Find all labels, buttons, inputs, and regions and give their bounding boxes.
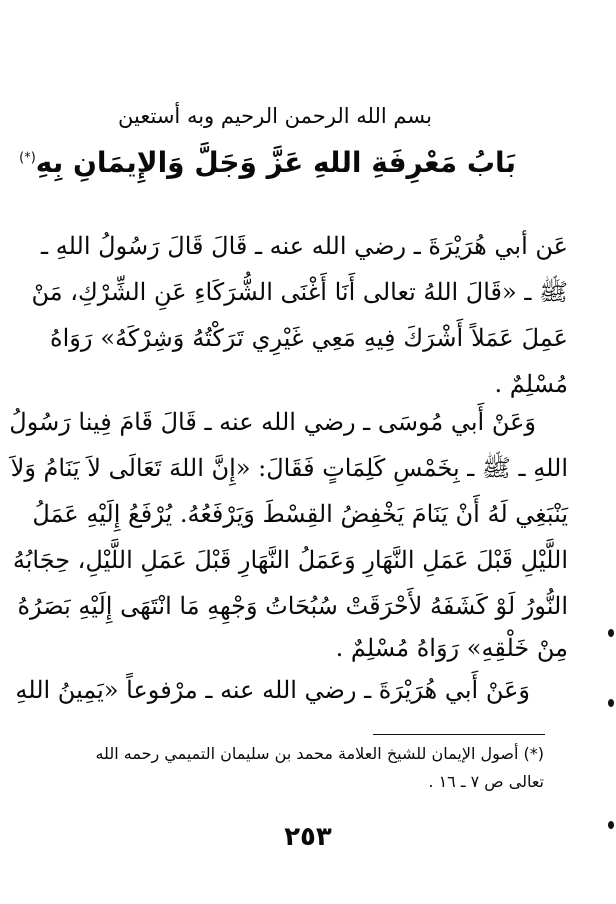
scan-speck-icon	[608, 821, 614, 829]
chapter-title	[19, 146, 516, 179]
text-line-7: يَنْبَغِي لَهُ أَنْ يَنَامَ يَخْفِضُ القِسْطَ وَيَرْفَعُهُ. يُرْفَعُ إِلَيْهِ عَمَلُ	[32, 500, 568, 528]
footnote-divider	[373, 734, 545, 735]
text-line-5: وَعَنْ أَبي مُوسَى ـ رضي الله عنه ـ قَالَ قَامَ فِينا رَسُولُ	[9, 408, 536, 436]
footnote-line-2: تعالى ص ٧ ـ ١٦ .	[428, 772, 544, 791]
text-line-11: وَعَنْ أَبي هُرَيْرَةَ ـ رضي الله عنه ـ مرْفوعاً «يَمِينُ اللهِ	[15, 676, 530, 704]
chapter-footnote-marker: (*)	[19, 150, 36, 166]
text-line-6: اللهِ ـ ﷺ ـ بِخَمْسِ كَلِمَاتٍ فَقَالَ: «إِنَّ اللهَ تَعَالَى لاَ يَنَامُ وَلاَ	[10, 454, 568, 482]
text-line-9: النُّورُ لَوْ كَشَفَهُ لأَحْرَقَتْ سُبُحَاتُ وَجْهِهِ مَا انْتَهَى إِلَيْهِ بَصَرُهُ	[17, 592, 568, 620]
scan-speck-icon	[608, 629, 614, 637]
text-line-3: عَمِلَ عَمَلاً أَشْرَكَ فِيهِ مَعِي غَيْرِي تَرَكْتُهُ وَشِرْكَهُ» رَوَاهُ	[50, 324, 568, 352]
text-line-8: اللَّيْلِ قَبْلَ عَمَلِ النَّهَارِ وَعَمَلُ النَّهَارِ قَبْلَ عَمَلِ اللَّيْلِ، حِجَابُهُ	[12, 546, 568, 574]
text-line-10: مِنْ خَلْقِهِ» رَوَاهُ مُسْلِمٌ .	[335, 634, 568, 662]
page-number: ٢٥٣	[284, 822, 332, 852]
footnote-line-1: (*) أصول الإيمان للشيخ العلامة محمد بن سليمان التميمي رحمه الله	[95, 744, 544, 763]
chapter-title-text: بَابُ مَعْرِفَةِ اللهِ عَزَّ وَجَلَّ وَالإِيمَانِ بِهِ	[35, 146, 516, 179]
text-line-2: ﷺ ـ «قَالَ اللهُ تعالى أَنَا أَغْنَى الشُّرَكَاءِ عَنِ الشِّرْكِ، مَنْ	[31, 278, 568, 306]
scan-speck-icon	[608, 699, 614, 707]
text-line-4: مُسْلِمٌ .	[494, 370, 568, 398]
basmala-heading: بسم الله الرحمن الرحيم وبه أستعين	[118, 104, 432, 128]
text-line-1: عَن أبي هُرَيْرَةَ ـ رضي الله عنه ـ قَالَ قَالَ رَسُولُ اللهِ ـ	[41, 232, 568, 260]
